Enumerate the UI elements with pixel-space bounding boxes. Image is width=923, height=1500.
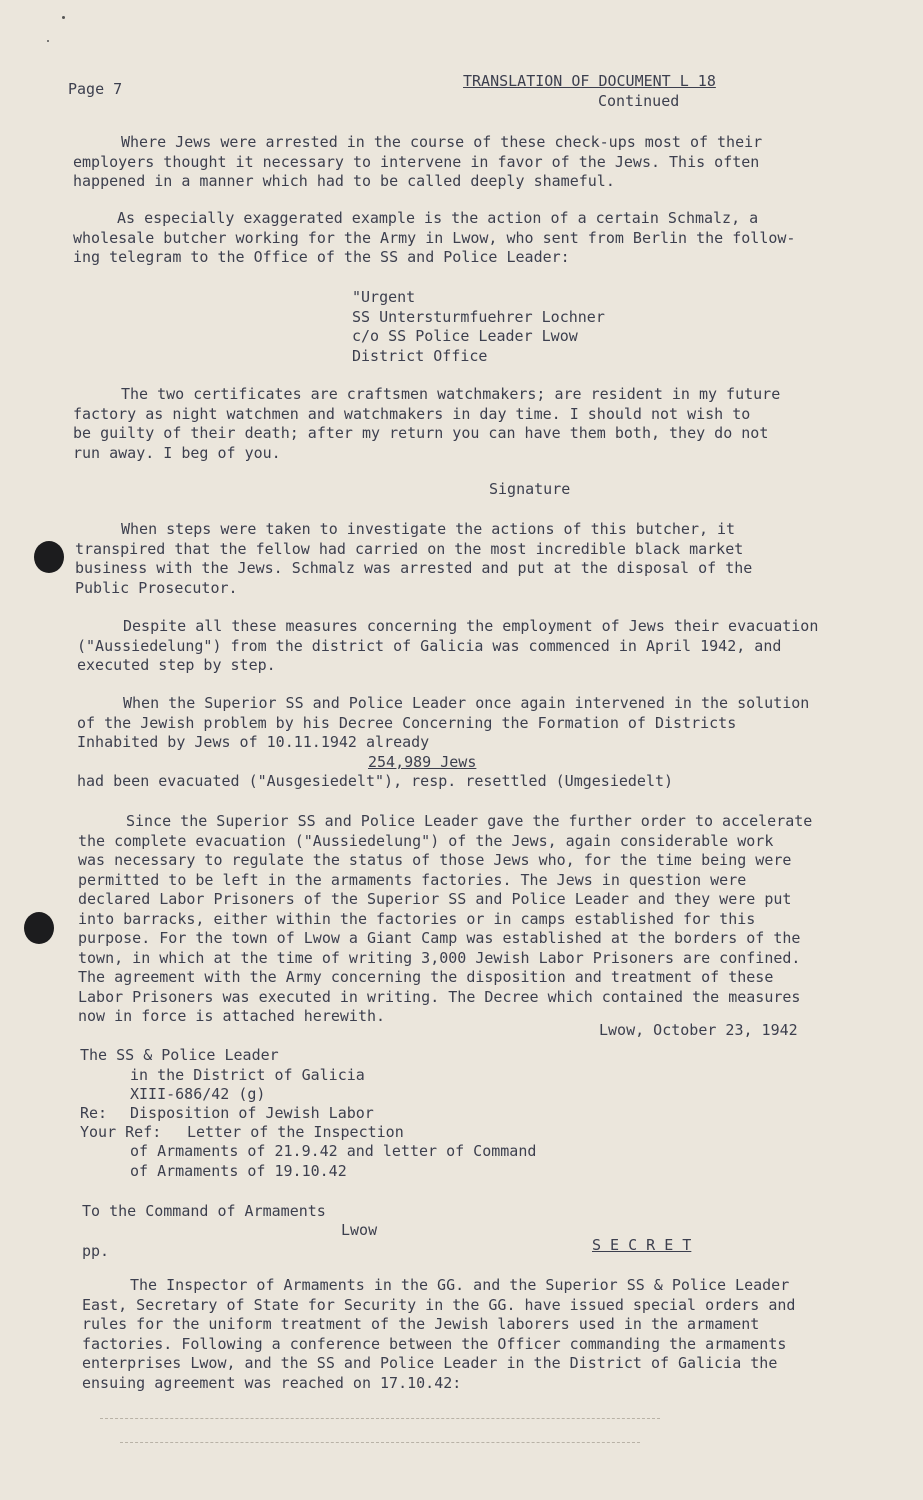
- sender-line: in the District of Galicia: [130, 1066, 365, 1084]
- evacuated-count: 254,989 Jews: [368, 753, 477, 771]
- text-line: District Office: [352, 346, 488, 365]
- text-line: executed step by step.: [77, 656, 276, 674]
- text-line: into barracks, either within the factories or in camps established for this: [78, 909, 756, 928]
- scan-speck: [62, 16, 65, 19]
- faded-text-line: [120, 1442, 640, 1443]
- text-line: business with the Jews. Schmalz was arrested and put at the disposal of the: [75, 559, 753, 577]
- scan-speck: [47, 40, 49, 42]
- text-line: ("Aussiedelung") from the district of Galicia was commenced in April 1942, and: [77, 636, 782, 655]
- continued-label: Continued: [598, 92, 680, 110]
- text-line: permitted to be left in the armaments factories. The Jews in question were: [78, 870, 747, 889]
- text-line: As especially exaggerated example is the action of a certain Schmalz, a: [117, 209, 759, 227]
- text-line: purpose. For the town of Lwow a Giant Camp was established at the borders of the: [78, 929, 801, 947]
- text-line: Public Prosecutor.: [75, 578, 238, 597]
- text-line: "Urgent: [352, 288, 416, 306]
- text-line: happened in a manner which had to be called deeply shameful.: [73, 172, 615, 190]
- text-line: town, in which at the time of writing 3,000 Jewish Labor Prisoners are confined.: [78, 948, 801, 967]
- your-ref-label: Your Ref:: [80, 1123, 162, 1141]
- recipient-city: Lwow: [341, 1221, 378, 1239]
- text-line: factory as night watchmen and watchmakers in day time. I should not wish to: [73, 404, 751, 423]
- text-line: rules for the uniform treatment of the Jewish laborers used in the armament: [82, 1315, 760, 1333]
- text-line: When steps were taken to investigate the actions of this butcher, it: [121, 520, 736, 538]
- text-line: had been evacuated ("Ausgesiedelt"), resp. resettled (Umgesiedelt): [77, 772, 674, 790]
- paragraph-5: [77, 617, 818, 676]
- punch-hole: [24, 912, 54, 944]
- text-line: employers thought it necessary to intervene in favor of the Jews. This often: [73, 152, 760, 171]
- pp-label: pp.: [82, 1242, 110, 1260]
- text-line: The agreement with the Army concerning the disposition and treatment of these: [78, 968, 774, 986]
- page-number: Page 7: [68, 80, 123, 98]
- paragraph-1: [73, 133, 762, 192]
- text-line: factories. Following a conference between the Officer commanding the armaments: [82, 1334, 787, 1353]
- text-line: Labor Prisoners was executed in writing. The Decree which contained the measures: [78, 987, 801, 1006]
- text-line: Since the Superior SS and Police Leader gave the further order to accelerate: [126, 812, 813, 830]
- text-line: The two certificates are craftsmen watchmakers; are resident in my future: [121, 385, 781, 403]
- paragraph-7: [78, 812, 812, 1027]
- your-ref-line: of Armaments of 19.10.42: [130, 1162, 347, 1180]
- text-line: transpired that the fellow had carried on the most incredible black market: [75, 539, 744, 558]
- text-line: SS Untersturmfuehrer Lochner: [352, 307, 605, 326]
- text-line: East, Secretary of State for Security in the GG. have issued special orders and: [82, 1295, 796, 1314]
- text-line: c/o SS Police Leader Lwow: [352, 327, 578, 345]
- document-title: TRANSLATION OF DOCUMENT L 18: [463, 72, 716, 90]
- text-line: enterprises Lwow, and the SS and Police Leader in the District of Galicia the: [82, 1354, 778, 1372]
- text-line: Where Jews were arrested in the course of these check-ups most of their: [121, 133, 763, 151]
- text-line: of the Jewish problem by his Decree Concerning the Formation of Districts: [77, 713, 737, 732]
- telegram-text: [73, 385, 780, 463]
- closing-paragraph: [82, 1276, 795, 1393]
- text-line: run away. I beg of you.: [73, 443, 281, 462]
- your-ref-line: Letter of the Inspection: [187, 1123, 404, 1141]
- paragraph-4: [75, 520, 752, 598]
- paragraph-2: [73, 209, 795, 268]
- text-line: Inhabited by Jews of 10.11.1942 already: [77, 733, 430, 751]
- file-reference: XIII-686/42 (g): [130, 1085, 266, 1103]
- faded-text-line: [100, 1418, 660, 1419]
- place-date: Lwow, October 23, 1942: [599, 1021, 798, 1039]
- paragraph-6: [77, 694, 809, 753]
- telegram-address: [352, 288, 605, 366]
- recipient-line: To the Command of Armaments: [82, 1202, 326, 1220]
- punch-hole: [34, 541, 64, 573]
- sender-line: The SS & Police Leader: [80, 1046, 279, 1064]
- secret-stamp: S E C R E T: [592, 1236, 692, 1254]
- text-line: declared Labor Prisoners of the Superior SS and Police Leader and they were put: [78, 890, 792, 908]
- text-line: When the Superior SS and Police Leader once again intervened in the solution: [123, 694, 810, 712]
- text-line: was necessary to regulate the status of those Jews who, for the time being were: [78, 851, 792, 869]
- your-ref-line: of Armaments of 21.9.42 and letter of Command: [130, 1142, 537, 1160]
- text-line: wholesale butcher working for the Army in Lwow, who sent from Berlin the follow-: [73, 228, 796, 247]
- text-line: Despite all these measures concerning the employment of Jews their evacuation: [123, 617, 819, 635]
- text-line: ing telegram to the Office of the SS and Police Leader:: [73, 248, 570, 266]
- text-line: ensuing agreement was reached on 17.10.42:: [82, 1373, 462, 1392]
- text-line: The Inspector of Armaments in the GG. and the Superior SS & Police Leader: [130, 1276, 790, 1294]
- text-line: be guilty of their death; after my return you can have them both, they do not: [73, 424, 769, 442]
- re-label: Re:: [80, 1104, 108, 1122]
- signature-label: Signature: [489, 480, 571, 498]
- text-line: now in force is attached herewith.: [78, 1007, 386, 1025]
- text-line: the complete evacuation ("Aussiedelung") of the Jews, again considerable work: [78, 831, 774, 850]
- re-subject: Disposition of Jewish Labor: [130, 1104, 374, 1122]
